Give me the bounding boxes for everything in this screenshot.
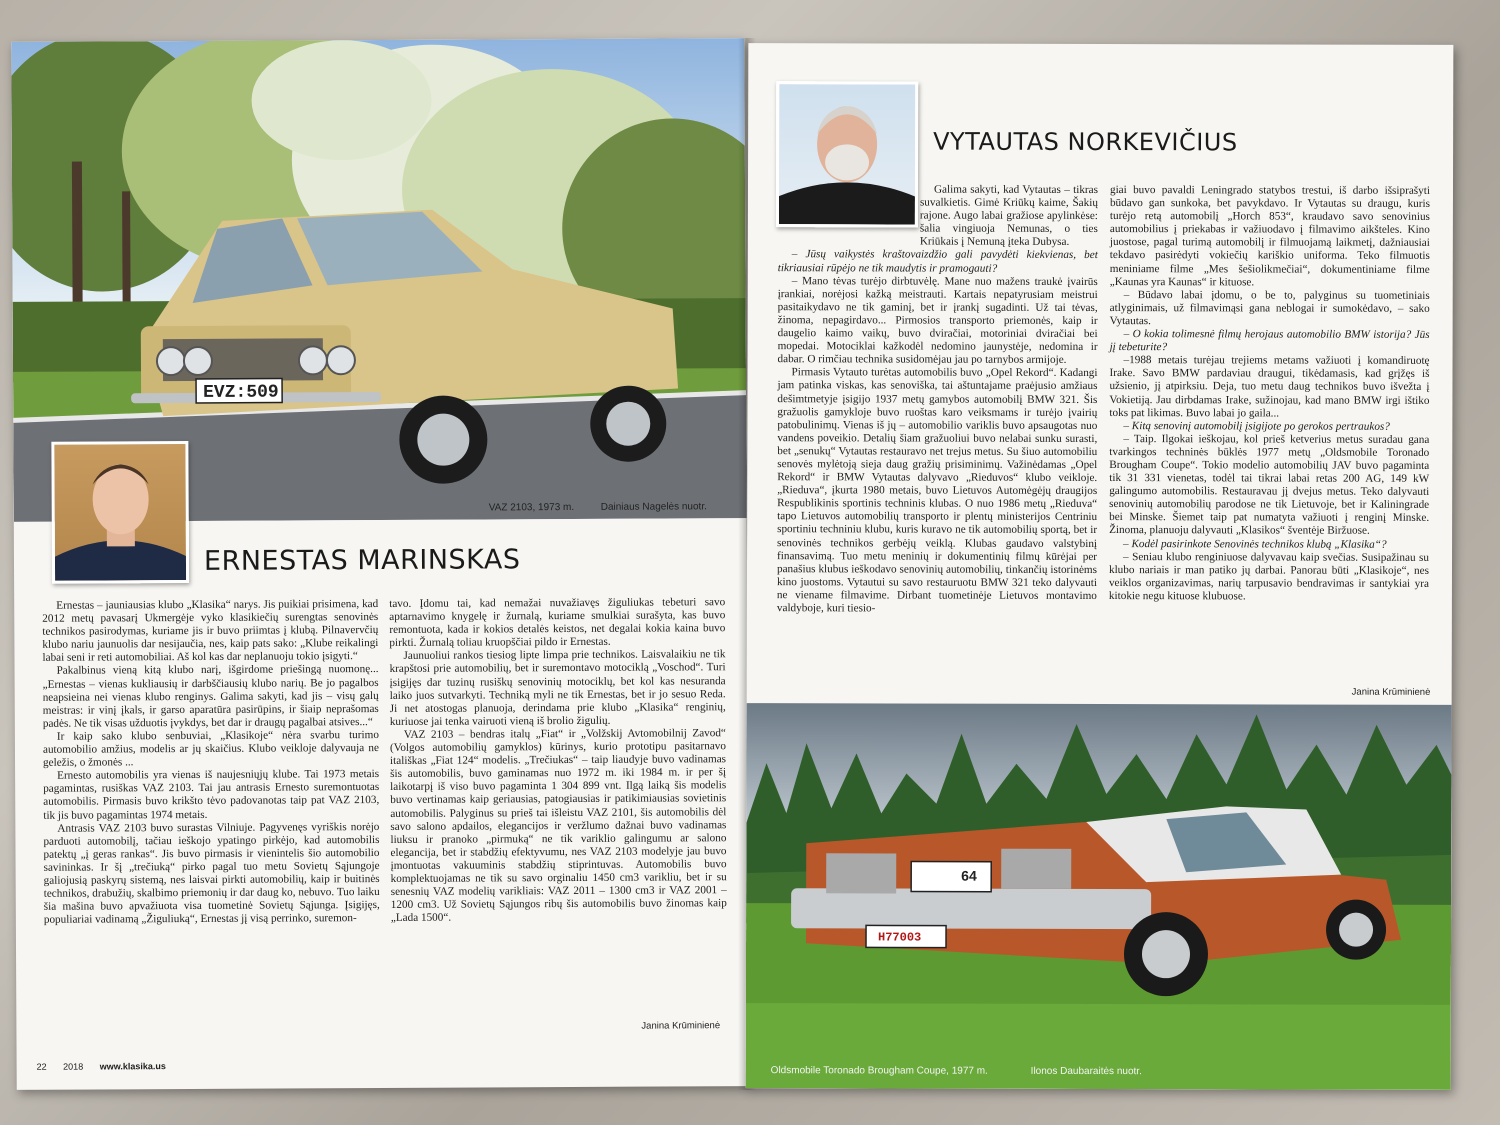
paragraph: – Mano tėvas turėjo dirbtuvėlę. Mane nuo mažens traukė įvairūs įrankiai, norėjosi kažką meistrauti. Kartais nepatyrusiam meistrui pasitaikydavo ne tik gaminį, bet ir įrankį sugadinti. Už tai tėvas, žinoma, nepagirdavo... Pirmosios transporto priemonės, kaip ir daugelio kaimo vaikų, buvo dviračiai, motoriniai dviračiai bei mopedai. Motociklai kažkodėl nedomino jaunystėje, nedomina ir dabar. O rimčiau technika susidomėjau jau po tarnybos armijoje. xyxy=(777,274,1098,367)
footer-site: www.klasika.us xyxy=(99,1061,166,1072)
paragraph: Ir kaip sako klubo senbuviai, „Klasikoje“ nėra svarbu turimo automobilio amžius, modelis ar jų skaičius. Klubo veikloje dalyvauja ne geležis, o žmonės ... xyxy=(42,728,379,769)
question: – Jūsų vaikystės kraštovaizdžio gali pavydėti kiekvienas, bet tikriausiai rūpėjo ne tik maudytis ir pramogauti? xyxy=(777,248,1098,275)
question: – Kodėl pasirinkote Senovinės technikos klubą „Klasika“? xyxy=(1123,537,1387,551)
ernestas-portrait xyxy=(51,441,189,584)
vaz-photo-caption: VAZ 2103, 1973 m. xyxy=(488,501,575,514)
paragraph: –1988 metais turėjau trejiems metams važiuoti į komandiruotę Irake. Savo BMW pardaviau draugui, tikėdamasis, kad grįžęs iš užsienio, jį atpirksiu. Deja, tuo metu daug technikos buvo išvežta į Vokietiją. Jau dirbdamas Irake, sužinojau, kad mano BMW irgi ištiko toks pat likimas. Buvo labai jo gaila... xyxy=(1109,354,1430,420)
oldsmobile-photo-credit: Ilonos Daubaraitės nuotr. xyxy=(1030,1065,1142,1078)
paragraph: – Taip. Ilgokai ieškojau, kol prieš ketverius metus suradau gana tvarkingos techninės būklės 1977 metų „Oldsmobile Toronado Brougham Coupe“. Tokio modelio automobilių JAV buvo pagaminta tik 31 331 vienetas, todėl tai tikrai labai retas 200 AG, 149 kW galingumo automobilis. Restauravau jį dvejus metus. Teko dalyvauti senovinių automobilių parodose ne tik Lietuvoje, bet ir Kaliningrade bei Minske. Šiemet taip pat numatyta važiuoti į renginį Minske. Žinoma, planuoju dalyvauti „Klasikos“ šventėje Biržuose. xyxy=(1109,432,1430,538)
vytautas-title: VYTAUTAS NORKEVIČIUS xyxy=(933,127,1238,157)
oldsmobile-plate-badge: 64 xyxy=(961,867,977,884)
paragraph: Ernesto automobilis yra vienas iš naujesniųjų klube. Tai 1973 metais pagamintas, rusiškas VAZ 2103. Tai jau antrasis Ernesto suremontuotas automobilis. Pirmasis buvo krikšto tėvo padovanotas taip pat VAZ 2103, tik jis buvo pagamintas 1974 metais. xyxy=(43,768,380,822)
vaz-photo-credit: Dainiaus Nagelės nuotr. xyxy=(600,501,707,513)
paragraph: Pakalbinus vieną kitą klubo narį, išgirdome priešingą nuomonę... „Ernestas – vienas kukliausių ir darbščiausių klubo narių. Be jo pagalbos neapsieina nei vienas klubo renginys. Galima sakyti, kad jis – visų galų meistras: ir vinį įkals, ir garso aparatūra pasirūpins, ir šiaip neprašomas padės. Ne tik visas užduotis įvykdys, bet dar ir draugų pagalbai atsives...“ xyxy=(42,663,379,730)
right-signature: Janina Krūminienė xyxy=(1351,686,1431,698)
right-column-2 xyxy=(1109,184,1430,604)
oldsmobile-illustration xyxy=(746,703,1452,1090)
vaz-plate: EVZ:509 xyxy=(203,382,279,403)
paragraph: VAZ 2103 – bendras italų „Fiat“ ir „Volžskij Avtomobilnij Zavod“ (Volgos automobilių gamyklos) kūrinys, kurio prototipu pasitarnavo itališkas „Fiat 124“ modelis. „Trečiukas“ – taip liaudyje buvo vadinamas šis automobilis, buvo gaminamas nuo 1972 m. iki 1984 m. ir per šį laikotarpį iš viso buvo pagaminta 1 304 899 vnt. Ilgą laiką šis modelis buvo vertinamas kaip geriausias, patogiausias ir patikimiausias sovietinis automobilis. Palyginus su prieš tai išleistu VAZ 2101, šis automobilis dėl savo salono apdailos, elegancijos ir veržlumo dažnai buvo vadinamas liuksu ir pranoko „pirmuką“ ne tik variklio galingumu ar salono elegancija, bet ir stabdžių efektyvumu, nes VAZ 2103 modelyje jau buvo įmontuotas vakuuminis stabdžių stiprintuvas. Automobilis buvo komplektuojamas ne tik su savo orginaliu 1450 cm3 varikliu, bet ir su senesnių VAZ modelių varikliais: VAZ 2011 – 1300 cm3 ir VAZ 2001 – 1200 cm3. Už Sovietų Sąjungos ribų šis automobilis buvo žinomas kaip „Lada 1500“. xyxy=(389,727,727,925)
left-column-2 xyxy=(389,596,727,925)
paragraph: – Būdavo labai įdomu, o be to, palyginus su tuometiniais atlyginimais, už filmavimąsi gana neblogai ir sumokėdavo, – sako Vytautas. xyxy=(1109,288,1430,328)
right-page xyxy=(746,43,1454,1090)
page-number: 22 xyxy=(36,1061,47,1072)
left-signature: Janina Krūminienė xyxy=(641,1020,721,1032)
paragraph: Antrasis VAZ 2103 buvo surastas Vilniuje. Pagyvenęs vyriškis norėjo parduoti automobilį, tačiau ieškojo ypatingo pirkėjo, kad automobilis patektų „į geras rankas“. Jis buvo pirmasis ir vienintelis šio automobilio savininkas. Ir šį „trečiuką“ pirko pagal tuo metu Sovietų Sąjungoje galiojusią paskyrų sistemą, nes laisvai pirkti automobilių, kaip ir buitinės technikos, drabužių, skalbimo priemonių ir dar daug ko, nebuvo. Tuo laiku šia mašina buvo apvažiuota visa tuometinė Sovietų Sąjunga. Įsigijęs, populiariai vadinamą „Žiguliuką“, Ernestas jį visą perrinko, suremon- xyxy=(43,820,380,927)
page-footer xyxy=(37,1061,180,1072)
paragraph: tavo. Įdomu tai, kad nemažai nuvažiavęs žiguliukas tebeturi savo aptarnavimo knygelę ir žurnalą, kuriame smulkiai surašyta, kas buvo remontuota, kada ir kokios detalės keistos, net degalai kokia kaina buvo pirkti. Žurnalą toliau kruopščiai pildo ir Ernestas. xyxy=(389,596,726,650)
footer-year: 2018 xyxy=(63,1061,84,1072)
left-page xyxy=(11,38,749,1090)
question: – O kokia tolimesnė filmų herojaus automobilio BMW istorija? Jūs jį tebeturite? xyxy=(1109,328,1430,354)
right-column-1 xyxy=(777,183,1098,616)
paragraph: – Seniau klubo renginiuose dalyvavau kaip svečias. Susipažinau su klubo nariais ir man patiko jų darbai. Panorau būti „Klasikoje“, nes veiklos organizavimas, narių tarpusavio bendravimas ir santykiai yra kitokie negu kituose klubuose. xyxy=(1108,550,1430,603)
paragraph: Pirmasis Vytauto turėtas automobilis buvo „Opel Rekord“. Kadangi jam patinka viskas, kas senoviška, tai aštuntajame praėjusio amžiaus dešimtmetyje įsigijo 1937 metų gamybos automobilį BMW 321. Šis gražuolis gamykloje buvo ruoštas karo veiksmams ir turėjo įvairių patobulinimų. Vienas iš jų – automobilio variklis buvo apsaugotas nuo vandens poveikio. Detalių šiam gražuoliui buvo nelabai sunku surasti, bet „senukų“ Vytautas restauravo net trejus metus. Su šiuo automobiliu senovės mylėtoją sieja daug gražių prisiminimų. Važinėdamas „Opel Rekord“ ir BMW Vytautas dalyvavo „Rieduvos“ klubo veikloje. „Rieduva“, įkurta 1980 metais, buvo Lietuvos Automėgėjų draugijos Respublikinis sportinis techninis klubas. O nuo 1986 metų „Rieduva“ tapo Lietuvos automobilių transporto ir plentų ministerijos Centriniu sportiniu techniniu klubu, kuris kuravo ne tik automobilių sportą, bet ir senovinės technikos gerbėjų veiklą. Klubas gaudavo valstybinį finansavimą. Tuo metu meninių ir dokumentinių filmų kūrėjai per panašius klubus ieškodavo senovinių automobilių, tinkančių istorinėms kino juostoms. Vytautui su savo restauruotu BMW 321 teko dalyvauti ne viename filmavime. Dirbant tuometinėje Lietuvos montavimo valdyboje, kuri tiesio- xyxy=(776,366,1098,615)
oldsmobile-plate: H77003 xyxy=(878,930,922,945)
ernestas-title: ERNESTAS MARINSKAS xyxy=(203,544,521,577)
left-column-1 xyxy=(42,598,380,927)
paragraph: Galima sakyti, kad Vytautas – tikras suvalkietis. Gimė Kriūkų kaime, Šakių rajone. Augo labai gražiose apylinkėse: šalia vingiuoja Nemunas, o ties Kriūkais į Nemuną įteka Dubysa. xyxy=(919,183,1099,249)
oldsmobile-photo xyxy=(746,703,1452,1090)
paragraph: giai buvo pavaldi Leningrado statybos trestui, iš darbo išsiprašyti būdavo gan sunkoka, bet pavykdavo. Ir Vytautas su draugu, kuris turėjo retą automobilį „Horch 853“, kraudavo savo senovinius automobilius į priekabas ir važiuodavo į filmavimo aikšteles. Kino juostose, pagal turimą automobilį ir filmuojamą laikmetį, dažniausiai tekdavo pasirėdyti vokiečių kariškio uniforma. Teko filmuotis meniniame filme „Mes šešiolikmečiai“, dokumentiniame filme „Kaunas yra Kaunas“ ir kituose. xyxy=(1109,184,1431,289)
question: – Kitą senovinį automobilį įsigijote po gerokos pertraukos? xyxy=(1123,419,1390,433)
paragraph: Jaunuoliui rankos tiesiog lipte limpa prie technikos. Laisvalaikiu ne tik krapštosi prie automobilių, bet ir suremontavo motociklą „Voschod“. Turi įsigijęs dar tuzinų rusiškų senovinių motociklų, bet kol kas nesuranda laiko juos sutvarkyti. Techniką myli ne tik Ernestas, bet ir jo sesuo Reda. Ji net atostogas planuoja, derindama prie klubo „Klasika“ renginių, kuriuose jai tenka vairuoti vieną iš brolio žigulių. xyxy=(389,648,726,728)
oldsmobile-photo-caption: Oldsmobile Toronado Brougham Coupe, 1977 m. xyxy=(770,1065,988,1077)
ernestas-portrait-illustration xyxy=(54,444,186,581)
paragraph: Ernestas – jauniausias klubo „Klasika“ narys. Jis puikiai prisimena, kad 2012 metų pavasarį Ukmergėje vyko klasikiečių surengtas senovinės technikos pasirodymas, kuriame jis ir buvo priimtas į klubą. Pilnavervčių klubo nariu jaunuolis dar nesijaučia, nes, kaip pats sako: „Klube reikalingi labai seni ir reti automobiliai. Aš kol kas dar neplanuoju tokio įsigyti.“ xyxy=(42,598,379,665)
